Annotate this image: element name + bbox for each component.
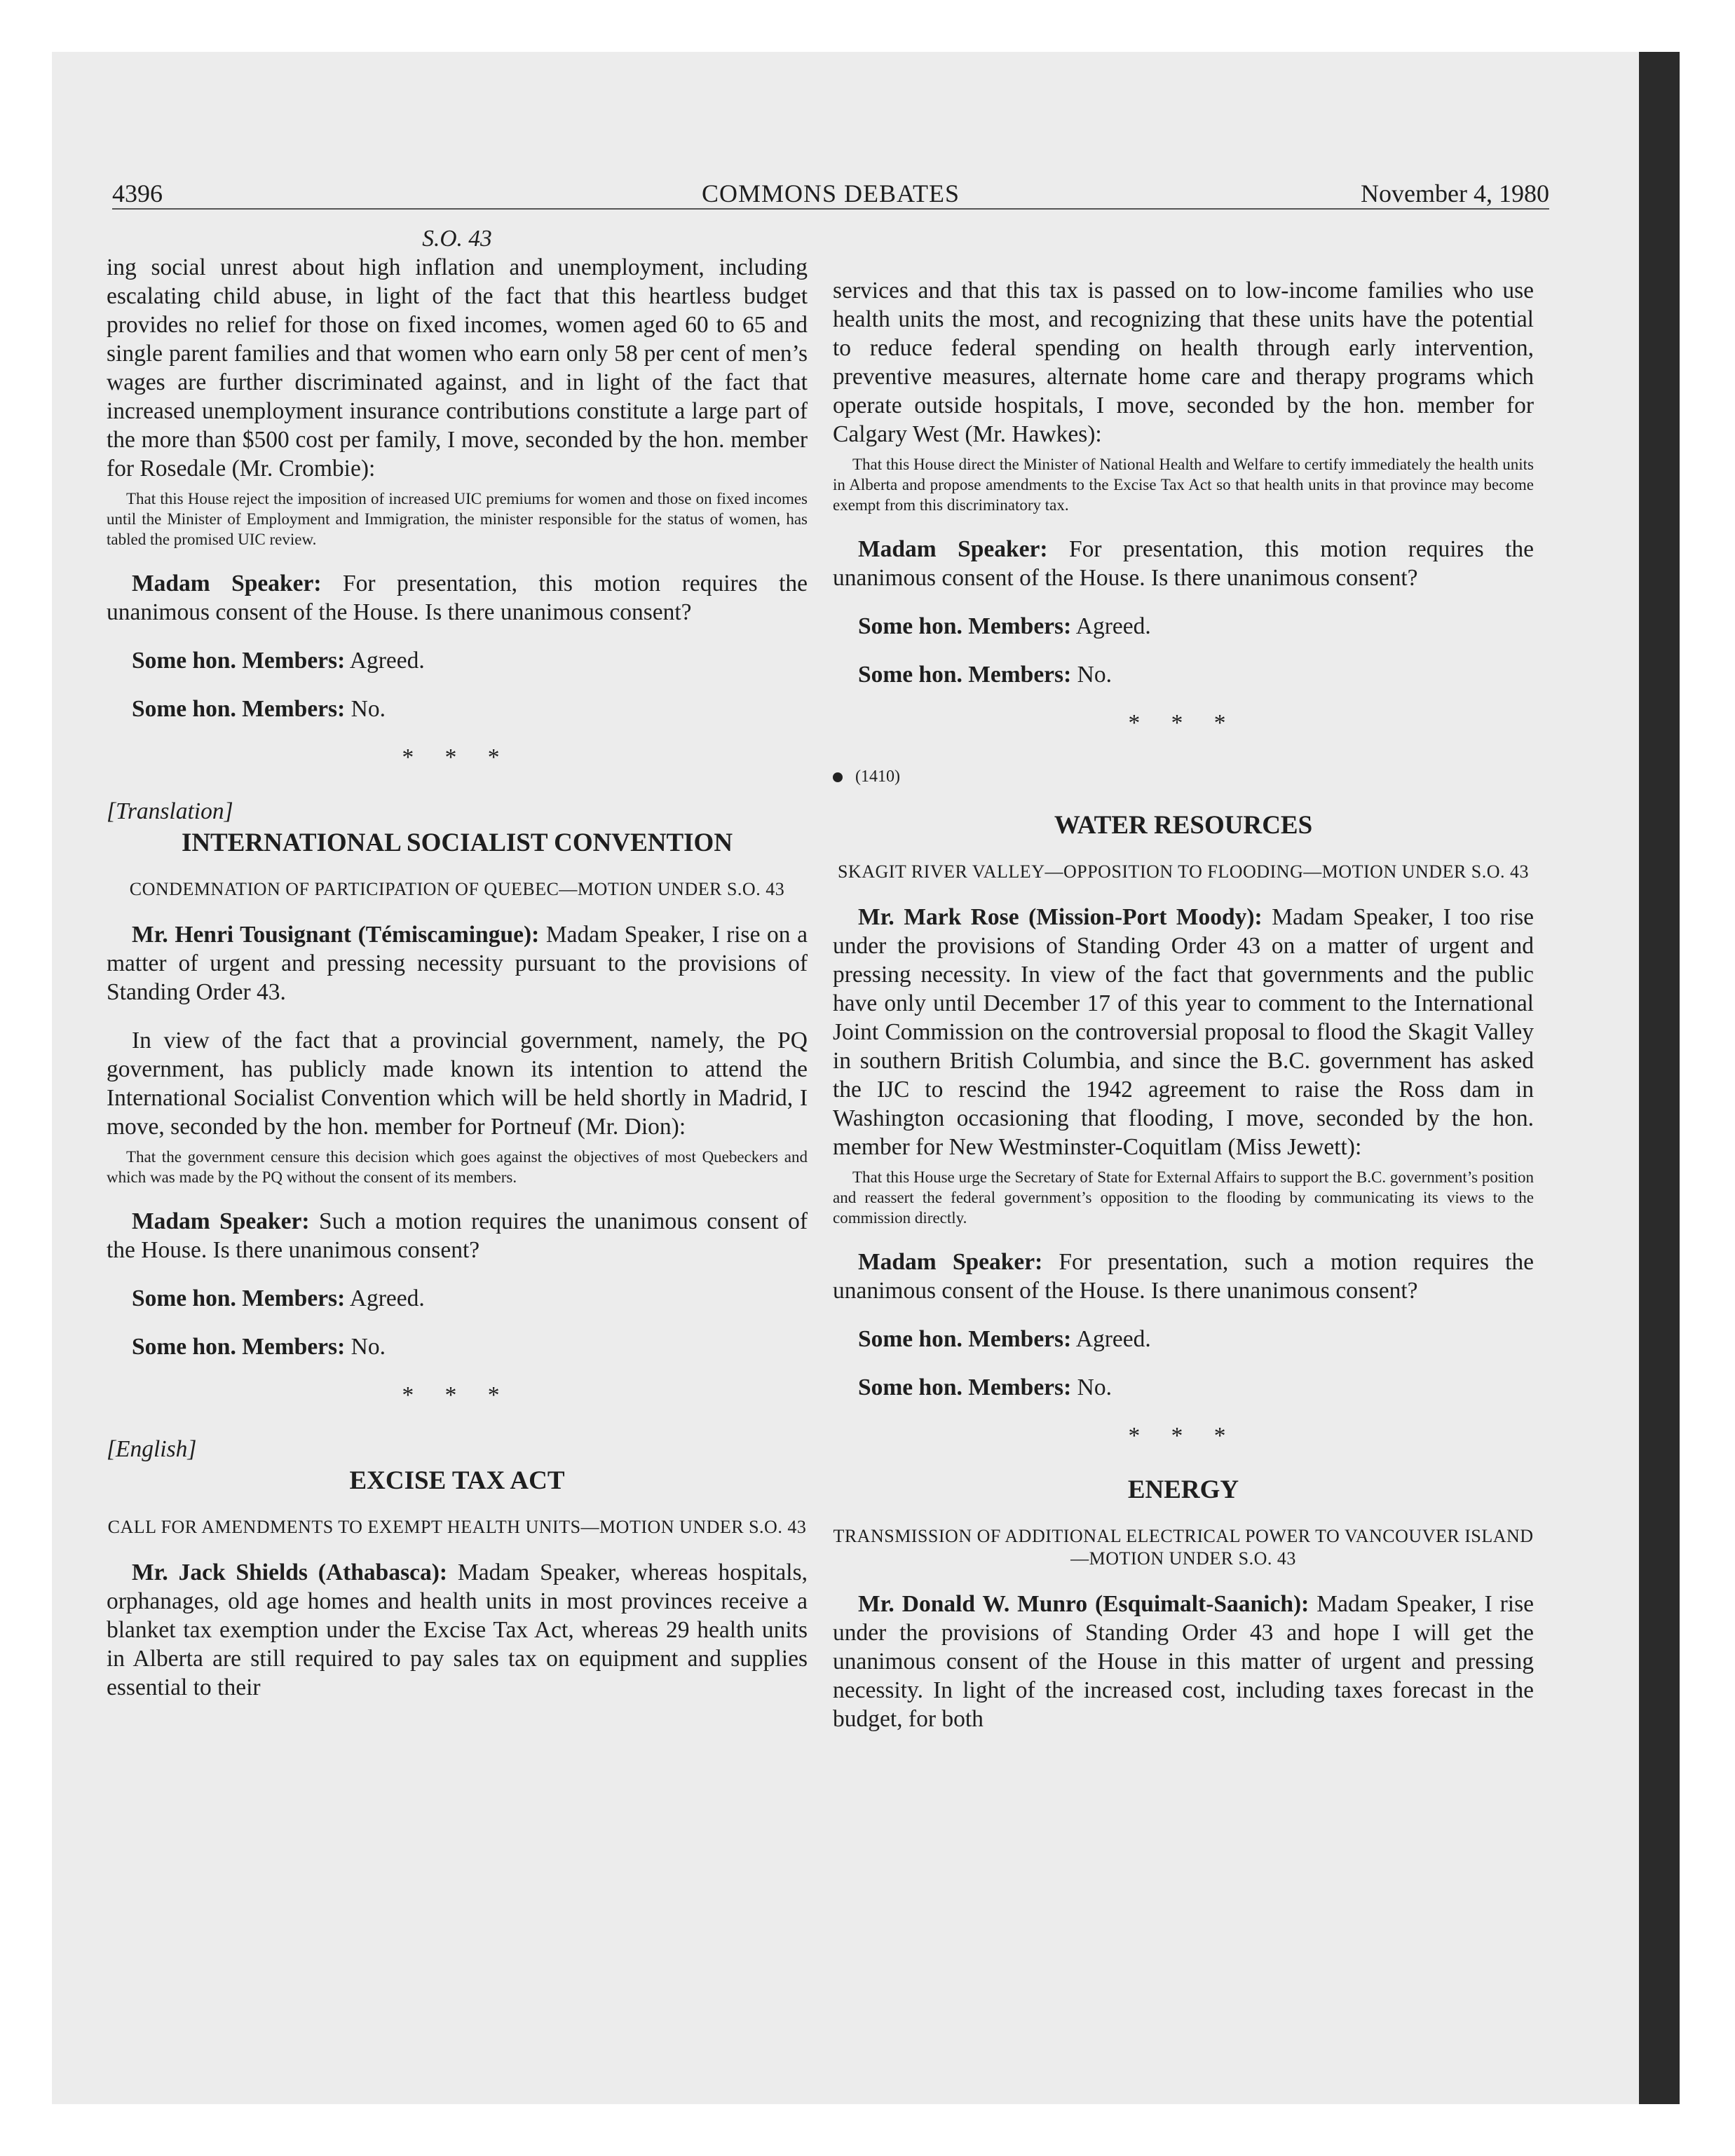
header-rule [112,208,1549,210]
speaker-name: Madam Speaker: [858,1249,1043,1275]
speaker-name: Some hon. Members: [132,1334,346,1360]
member-speech [833,1590,1534,1733]
members-remark [107,695,808,723]
speaker-name: Some hon. Members: [858,1374,1072,1400]
section-separator: * * * [402,1382,512,1408]
standing-order-heading: S.O. 43 [422,226,492,252]
section-subheading: CALL FOR AMENDMENTS TO EXEMPT HEALTH UNITS—MOTION UNDER S.O. 43 [107,1517,807,1537]
timestamp: (1410) [855,767,900,786]
member-speech [107,1558,808,1702]
section-heading: ENERGY [1127,1475,1239,1504]
speaker-name: Mr. Donald W. Munro (Esquimalt-Saanich): [858,1591,1309,1617]
paragraph: In view of the fact that a provincial government, namely, the PQ government, has publicly made known its intention to attend the International Socialist Convention which will be held shortly in Madrid, I move, seconded by the hon. member for Portneuf (Mr. Dion): [107,1028,808,1140]
speaker-name: Madam Speaker: [858,536,1048,562]
section-subheading: SKAGIT RIVER VALLEY—OPPOSITION TO FLOODING—MOTION UNDER S.O. 43 [837,861,1530,882]
speaker-text: No. [351,1334,386,1360]
speaker-remark [833,1248,1534,1305]
speaker-name: Some hon. Members: [132,648,346,674]
speaker-text: For presentation, this motion requires the unanimous consent of the House. Is there unanimous consent? [833,536,1535,591]
section-separator: * * * [1128,1423,1239,1449]
right-column [833,276,1534,1753]
motion-text: That this House direct the Minister of National Health and Welfare to certify immediately the health units in Alberta and propose amendments to the Excise Tax Act so that health units in that province may become exempt from this discriminatory tax. [833,456,1534,514]
motion-text: That this House urge the Secretary of State for External Affairs to support the B.C. government’s position and reassert the federal government’s opposition to the flooding by communicating its views to the commission directly. [833,1168,1534,1227]
speaker-text: No. [351,696,386,722]
speaker-text: Agreed. [1075,613,1151,639]
members-remark [833,660,1534,689]
speaker-name: Some hon. Members: [858,662,1072,688]
members-remark [107,646,808,675]
section-heading: EXCISE TAX ACT [349,1466,565,1495]
members-remark [107,1332,808,1361]
section-heading: INTERNATIONAL SOCIALIST CONVENTION [181,828,733,857]
speaker-text: Such a motion requires the unanimous consent of the House. Is there unanimous consent? [107,1208,808,1263]
speaker-name: Some hon. Members: [132,1285,346,1311]
motion-text: That this House reject the imposition of increased UIC premiums for women and those on fixed incomes until the Minister of Employment and Immigration, the minister responsible for the status of women, has tabled the promised UIC review. [107,490,808,548]
left-column [107,224,808,1721]
speaker-name: Madam Speaker: [132,571,322,596]
speaker-name: Madam Speaker: [132,1208,310,1234]
page-date: November 4, 1980 [1361,179,1549,207]
publication-title: COMMONS DEBATES [701,179,960,207]
speaker-remark [833,535,1534,592]
speaker-name: Some hon. Members: [858,613,1072,639]
members-remark [833,1373,1534,1402]
speaker-text: Agreed. [1075,1326,1151,1352]
members-remark [107,1284,808,1313]
section-subheading: TRANSMISSION OF ADDITIONAL ELECTRICAL POWER TO VANCOUVER ISLAND—MOTION UNDER S.O. 43 [833,1526,1534,1569]
speaker-text: Madam Speaker, I rise under the provisions of Standing Order 43 and hope I will get the unanimous consent of the House in this matter of urgent and pressing necessity. In light of the increased cost, including taxes forecast in the budget, for both [833,1591,1535,1732]
section-subheading: CONDEMNATION OF PARTICIPATION OF QUEBEC—MOTION UNDER S.O. 43 [129,879,785,899]
speaker-text: Madam Speaker, whereas hospitals, orphanages, old age homes and health units in most provinces receive a blanket tax exemption under the Excise Tax Act, whereas 29 health units in Alberta are still required to pay sales tax on equipment and supplies essential to their [107,1560,808,1700]
speaker-text: Madam Speaker, I rise on a matter of urgent and pressing necessity pursuant to the provisions of Standing Order 43. [107,922,808,1005]
section-heading: WATER RESOURCES [1054,811,1313,840]
speaker-text: For presentation, such a motion requires the unanimous consent of the House. Is there unanimous consent? [833,1249,1535,1304]
speaker-text: For presentation, this motion requires the unanimous consent of the House. Is there unanimous consent? [107,571,808,625]
members-remark [833,612,1534,641]
member-speech [107,920,808,1007]
language-marker: [Translation] [107,798,233,824]
speaker-text: Agreed. [349,1285,425,1311]
motion-text: That the government censure this decision which goes against the objectives of most Quebeckers and which was made by the PQ without the consent of its members. [107,1148,808,1186]
scan-edge-shadow [1639,52,1680,2104]
speaker-name: Mr. Jack Shields (Athabasca): [132,1560,448,1585]
speaker-text: Madam Speaker, I too rise under the provisions of Standing Order 43 on a matter of urgent and pressing necessity. In view of the fact that governments and the public have only until December 17 of this year to comment to the International Joint Commission on the controversial proposal to flood the Skagit Valley in southern British Columbia, and since the B.C. government has asked the IJC to rescind the 1942 agreement to raise the Ross dam in Washington occasioning that flooding, I move, seconded by the hon. member for New Westminster-Coquitlam (Miss Jewett): [833,904,1535,1160]
speaker-text: Agreed. [349,648,425,674]
timestamp-marker [833,763,1534,791]
speaker-name: Mr. Mark Rose (Mission-Port Moody): [858,904,1263,930]
language-marker: [English] [107,1436,197,1462]
speaker-name: Mr. Henri Tousignant (Témiscamingue): [132,922,540,948]
speaker-name: Some hon. Members: [858,1326,1072,1352]
page-number: 4396 [112,179,163,207]
section-separator: * * * [1128,710,1239,736]
speaker-text: No. [1077,662,1112,688]
paragraph: services and that this tax is passed on to low-income families who use health units the most, and recognizing that these units have the potential to reduce federal spending on health through early intervention, preventive measures, alternate home care and therapy programs which operate outside hospitals, I move, seconded by the hon. member for Calgary West (Mr. Hawkes): [833,278,1534,447]
speaker-text: No. [1077,1374,1112,1400]
paragraph: ing social unrest about high inflation and unemployment, including escalating child abuse, in light of the fact that this heartless budget provides no relief for those on fixed incomes, women aged 60 to 65 and single parent families and that women who earn only 58 per cent of men’s wages are further discriminated against, and in light of the fact that increased unemployment insurance contributions constitute a large part of the more than $500 cost per family, I move, seconded by the hon. member for Rosedale (Mr. Crombie): [107,254,808,482]
member-speech [833,903,1534,1161]
members-remark [833,1325,1534,1353]
section-separator: * * * [402,744,512,770]
speaker-name: Some hon. Members: [132,696,346,722]
speaker-remark [107,1207,808,1264]
speaker-remark [107,569,808,627]
page-header [112,175,1549,212]
bullet-dot-icon [833,772,843,782]
